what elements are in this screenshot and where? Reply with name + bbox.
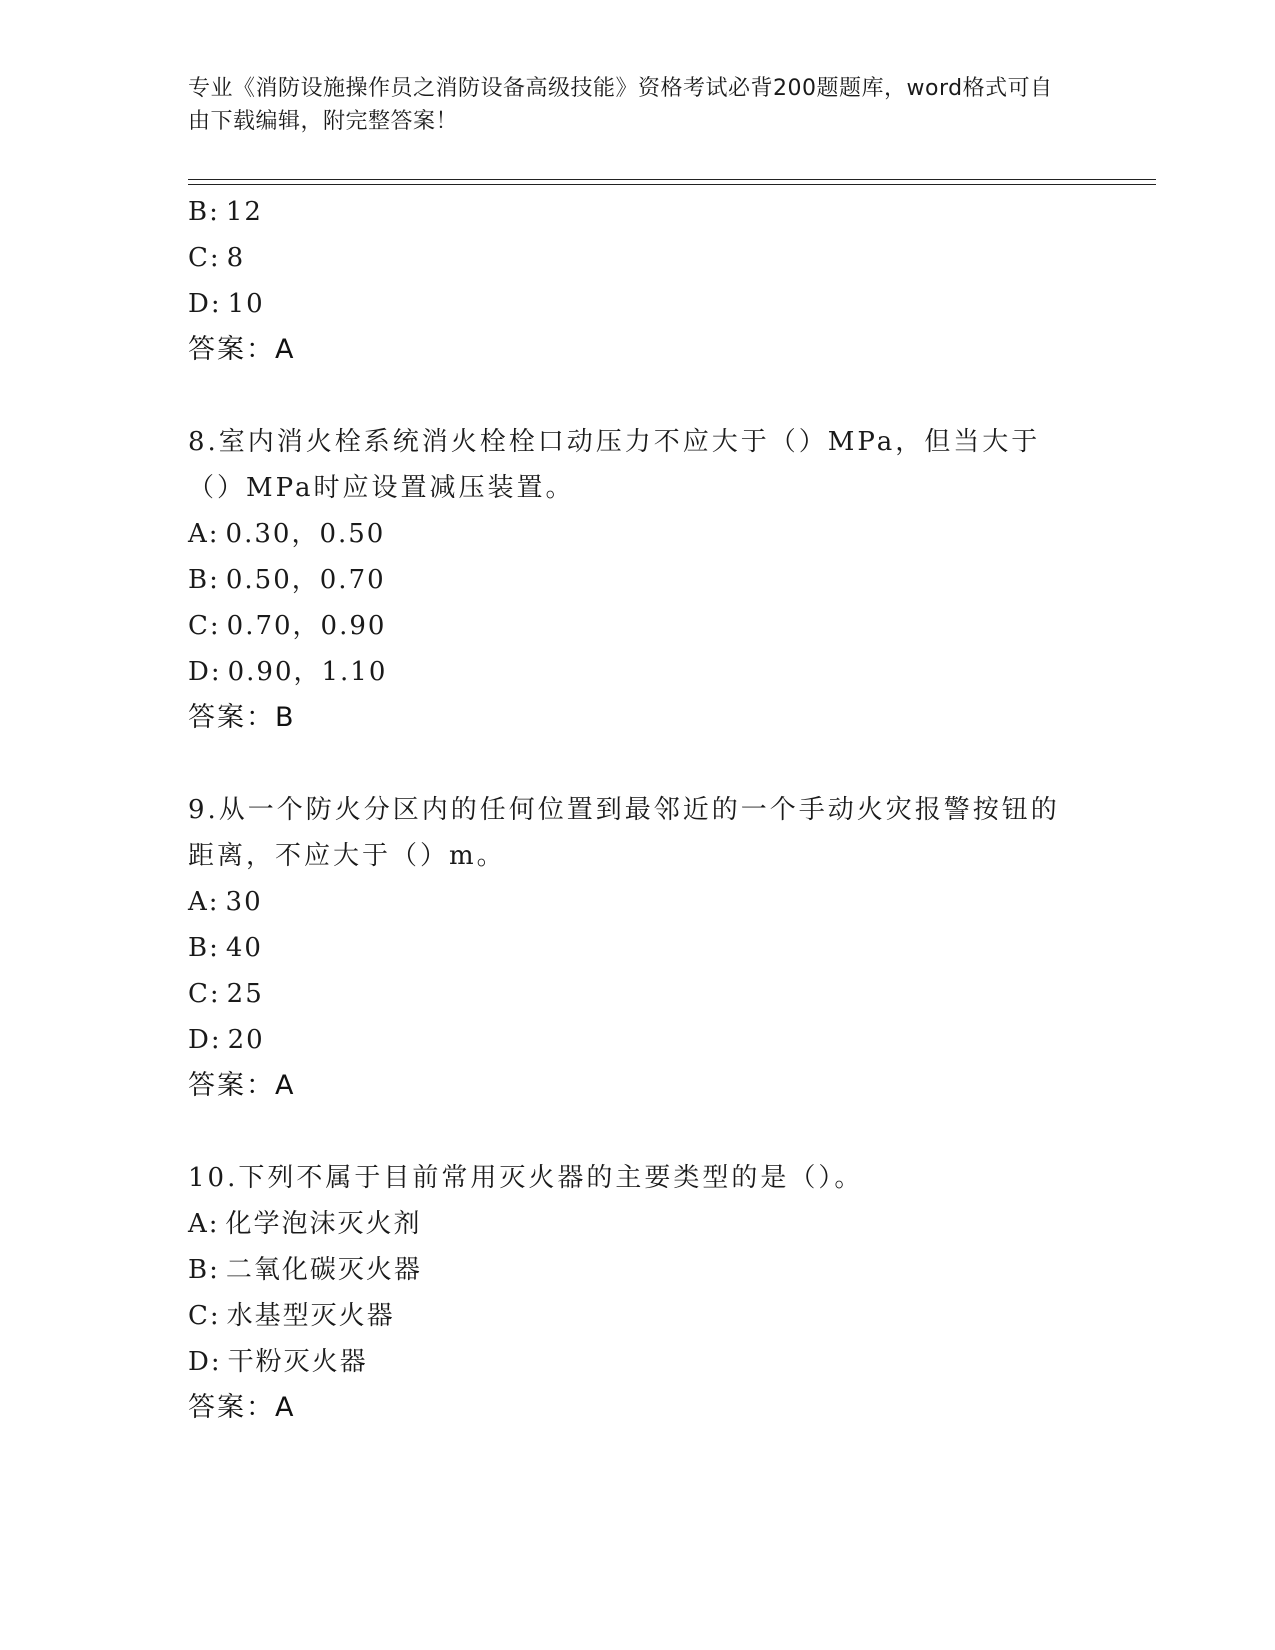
option-key: D: bbox=[188, 657, 222, 687]
question-7-continued bbox=[188, 189, 1088, 373]
question-text: 10.下列不属于目前常用灭火器的主要类型的是（）。 bbox=[188, 1163, 864, 1193]
option-text: 0.50，0.70 bbox=[225, 565, 386, 595]
option-a bbox=[188, 1201, 1088, 1247]
option-key: D: bbox=[188, 1025, 222, 1055]
question-10 bbox=[188, 1155, 1088, 1431]
spacer bbox=[188, 373, 1088, 419]
answer-line: 答案：A bbox=[188, 334, 296, 365]
option-d bbox=[188, 281, 1088, 327]
option-key: A: bbox=[188, 887, 220, 917]
option-key: D: bbox=[188, 289, 222, 319]
option-text: 12 bbox=[225, 197, 263, 227]
answer-line: 答案：A bbox=[188, 1392, 296, 1423]
option-text: 25 bbox=[226, 979, 264, 1009]
option-text: 水基型灭火器 bbox=[226, 1301, 395, 1331]
option-a bbox=[188, 511, 1088, 557]
option-key: B: bbox=[188, 565, 220, 595]
option-b bbox=[188, 557, 1088, 603]
spacer bbox=[188, 741, 1088, 787]
option-c bbox=[188, 971, 1088, 1017]
option-key: B: bbox=[188, 933, 220, 963]
option-key: B: bbox=[188, 197, 220, 227]
option-text: 0.90，1.10 bbox=[227, 657, 388, 687]
option-key: C: bbox=[188, 611, 221, 641]
option-c bbox=[188, 1293, 1088, 1339]
option-c bbox=[188, 603, 1088, 649]
option-text: 20 bbox=[227, 1025, 265, 1055]
option-text: 0.30，0.50 bbox=[225, 519, 386, 549]
spacer bbox=[188, 1109, 1088, 1155]
option-d bbox=[188, 1017, 1088, 1063]
question-8 bbox=[188, 419, 1088, 741]
option-text: 8 bbox=[226, 243, 246, 273]
option-key: D: bbox=[188, 1347, 222, 1377]
option-text: 干粉灭火器 bbox=[227, 1347, 368, 1377]
question-9 bbox=[188, 787, 1088, 1109]
answer-line: 答案：A bbox=[188, 1070, 296, 1101]
option-key: A: bbox=[188, 1209, 220, 1239]
option-key: B: bbox=[188, 1255, 220, 1285]
option-text: 40 bbox=[225, 933, 263, 963]
option-key: C: bbox=[188, 243, 221, 273]
option-key: A: bbox=[188, 519, 220, 549]
answer-line: 答案：B bbox=[188, 702, 296, 733]
header-divider-top bbox=[188, 179, 1156, 180]
option-d bbox=[188, 649, 1088, 695]
option-b bbox=[188, 925, 1088, 971]
option-b bbox=[188, 1247, 1088, 1293]
option-c bbox=[188, 235, 1088, 281]
header-divider-bottom bbox=[188, 184, 1156, 185]
question-list bbox=[188, 189, 1088, 1431]
question-text: 8.室内消火栓系统消火栓栓口动压力不应大于（）MPa，但当大于（）MPa时应设置减压装置。 bbox=[188, 427, 1041, 503]
option-b bbox=[188, 189, 1088, 235]
option-text: 0.70，0.90 bbox=[226, 611, 387, 641]
option-text: 10 bbox=[227, 289, 265, 319]
option-d bbox=[188, 1339, 1088, 1385]
question-text: 9.从一个防火分区内的任何位置到最邻近的一个手动火灾报警按钮的距离，不应大于（）m。 bbox=[188, 795, 1060, 871]
option-text: 30 bbox=[225, 887, 263, 917]
option-key: C: bbox=[188, 979, 221, 1009]
option-text: 化学泡沫灭火剂 bbox=[225, 1209, 422, 1239]
option-key: C: bbox=[188, 1301, 221, 1331]
option-a bbox=[188, 879, 1088, 925]
document-header: 专业《消防设施操作员之消防设备高级技能》资格考试必背200题题库，word格式可自由下载编辑，附完整答案！ bbox=[188, 76, 1053, 134]
option-text: 二氧化碳灭火器 bbox=[225, 1255, 422, 1285]
